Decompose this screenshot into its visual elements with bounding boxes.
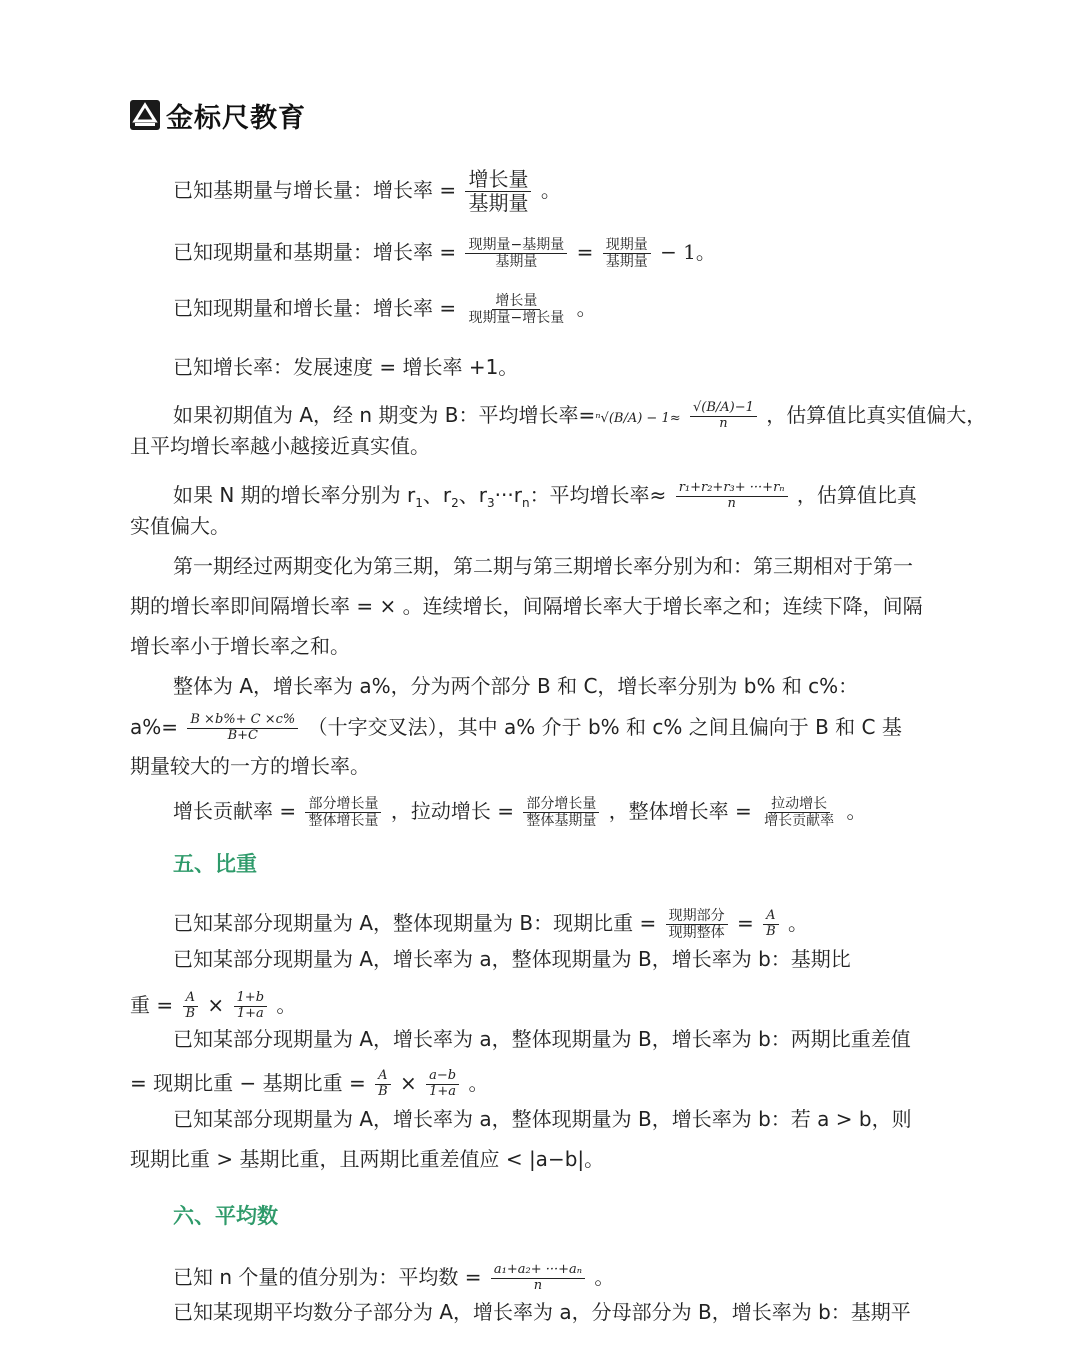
- formula-line-6: 如果 N 期的增长率分别为 $r_1$、$r_2$、$r_3\cdot\cdot\cdot r_n$：平均增长率≈ $\frac{\text{r₁+r₂+r₃+ ···+rₙ}}{n}$ ，估算值比真: [173, 480, 917, 511]
- logo-mark-icon: [130, 100, 160, 130]
- formula-line-2: 已知现期量和基期量：增长率 = $\frac{\text{现期量−基期量}}{\text{基期量}}$ = $\frac{\text{现期量}}{\text{基期量}}$ − 1。: [173, 237, 716, 271]
- fraction: $\frac{\text{部分增长量}}{\text{整体增长量}}$: [305, 796, 381, 829]
- formula-line-3: 已知现期量和增长量：增长率 = $\frac{\text{增长量}}{\text{现期量−增长量}}$ 。: [173, 293, 597, 327]
- formula-line-8b: a%= $\frac{B \times b\%+ C \times c\%}{B+C}$ （十字交叉法），其中 a% 介于 b% 和 c% 之间且偏向于 B 和 C 基: [130, 712, 902, 743]
- fraction: $\frac{1+b}{1+a}$: [234, 991, 268, 1022]
- fraction: $\frac{B \times b\%+ C \times c\%}{B+C}$: [187, 713, 298, 744]
- formula-line-6b: 实值偏大。: [130, 514, 230, 538]
- fraction: $\frac{\text{现期量−基期量}}{\text{基期量}}$: [465, 237, 567, 270]
- section-heading-5: 五、比重: [173, 852, 257, 876]
- formula-line-s5-1: 已知某部分现期量为 A，整体现期量为 B：现期比重 = $\frac{\text{现期部分}}{\text{现期整体}}$ = $\frac{A}{B}$ 。: [173, 908, 808, 942]
- paragraph-line: 增长率小于增长率之和。: [130, 634, 350, 658]
- paragraph-line: 第一期经过两期变化为第三期，第二期与第三期增长率分别为和：第三期相对于第一: [173, 554, 913, 578]
- paragraph-line: 已知某部分现期量为 A，增长率为 a，整体现期量为 B，增长率为 b：基期比: [173, 947, 851, 971]
- formula-line-5b: 且平均增长率越小越接近真实值。: [130, 434, 430, 458]
- paragraph-line: 期的增长率即间隔增长率 = × 。连续增长，间隔增长率大于增长率之和；连续下降，间隔: [130, 594, 923, 618]
- fraction: $\frac{\text{r₁+r₂+r₃+ ···+rₙ}}{n}$: [676, 481, 788, 512]
- fraction: $\frac{\text{拉动增长}}{\text{增长贡献率}}$: [764, 796, 835, 830]
- brand-logo: [130, 98, 306, 132]
- paragraph-line: 已知某部分现期量为 A，增长率为 a，整体现期量为 B，增长率为 b：若 a > b，则: [173, 1107, 912, 1131]
- fraction: $\frac{√(B/A)-1}{n}$: [690, 401, 757, 432]
- paragraph-line: 现期比重 > 基期比重，且两期比重差值应 < |a−b|。: [130, 1147, 605, 1171]
- fraction: $\frac{A}{B}$: [182, 991, 198, 1022]
- paragraph-line: 已知某部分现期量为 A，增长率为 a，整体现期量为 B，增长率为 b：两期比重差值: [173, 1027, 911, 1051]
- logo-text: 金标尺教育: [166, 102, 306, 134]
- formula-line-s6-1: 已知 n 个量的值分别为：平均数 = $\frac{\text{a₁+a₂+ ···+aₙ}}{n}$ 。: [173, 1262, 615, 1293]
- formula-line-4: 已知增长率：发展速度 = 增长率 +1。: [173, 355, 519, 379]
- fraction: $\frac{\text{a₁+a₂+ ···+aₙ}}{n}$: [491, 1263, 585, 1294]
- paragraph-line: 期量较大的一方的增长率。: [130, 754, 370, 778]
- fraction: $\frac{\text{现期部分}}{\text{现期整体}}$: [666, 908, 728, 941]
- formula-line-9: 增长贡献率 = $\frac{\text{部分增长量}}{\text{整体增长量}}$ ，拉动增长 = $\frac{\text{部分增长量}}{\text{整体基期量}}$ ，整体增长率 = $\frac{\text{拉动增长}}{\text{增长贡献率}}$ 。: [173, 796, 867, 830]
- formula-line-s5-2b: 重 = $\frac{A}{B}$ × $\frac{1+b}{1+a}$ 。: [130, 990, 297, 1021]
- fraction: $\frac{\text{增长量}}{\text{基期量}}$: [465, 168, 531, 215]
- fraction: $\frac{\text{增长量}}{\text{现期量−增长量}}$: [468, 293, 565, 327]
- fraction: $\frac{\text{现期量}}{\text{基期量}}$: [603, 237, 651, 270]
- paragraph-line: 已知某现期平均数分子部分为 A，增长率为 a，分母部分为 B，增长率为 b：基期平: [173, 1300, 911, 1324]
- formula-line-1: 已知基期量与增长量：增长率 = $\frac{\text{增长量}}{\text{基期量}}$ 。: [173, 167, 561, 215]
- fraction: $\frac{A}{B}$: [763, 909, 779, 940]
- section-heading-6: 六、平均数: [173, 1204, 278, 1228]
- paragraph-line: 整体为 A，增长率为 a%，分为两个部分 B 和 C，增长率分别为 b% 和 c%：: [173, 674, 859, 698]
- fraction: $\frac{a-b}{1+a}$: [426, 1069, 459, 1100]
- formula-line-s5-3b: = 现期比重 − 基期比重 = $\frac{A}{B}$ × $\frac{a-b}{1+a}$ 。: [130, 1068, 489, 1099]
- fraction: $\frac{A}{B}$: [375, 1069, 391, 1100]
- fraction: $\frac{\text{部分增长量}}{\text{整体基期量}}$: [523, 796, 599, 829]
- formula-line-5: 如果初期值为 A，经 n 期变为 B：平均增长率=ⁿ√(B/A) − 1≈ $\frac{√(B/A)-1}{n}$ ，估算值比真实值偏大，: [173, 400, 987, 431]
